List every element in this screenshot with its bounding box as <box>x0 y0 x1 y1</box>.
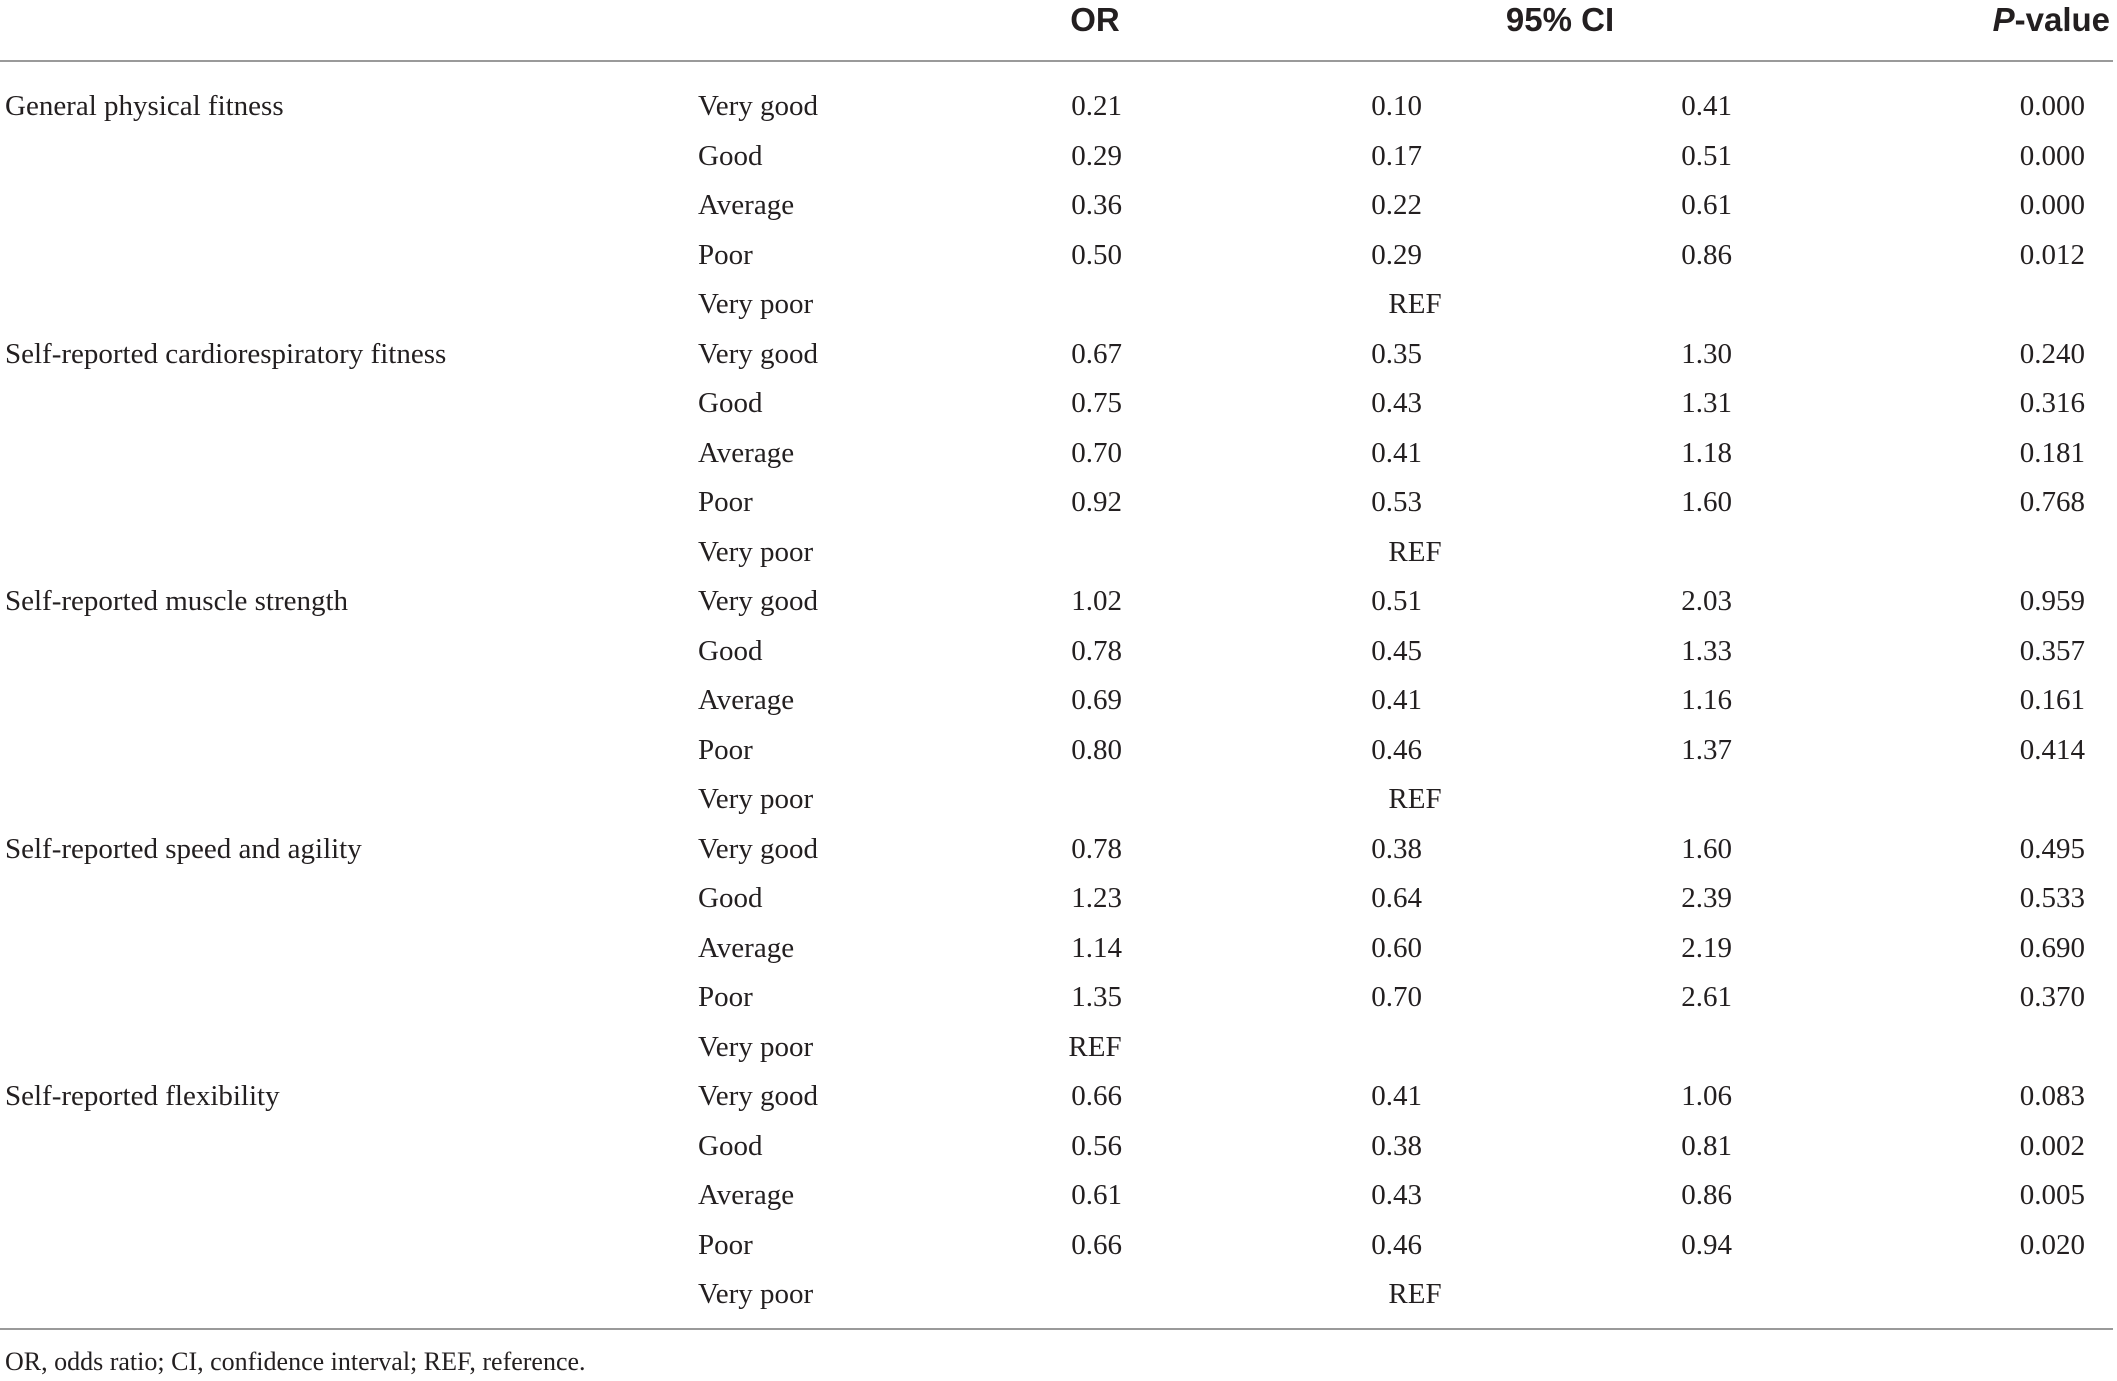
cell-level: Good <box>698 1129 763 1162</box>
cell-ci-low: 0.43 <box>1371 387 1422 419</box>
cell-ci-high: 0.86 <box>1681 238 1732 271</box>
cell-level: Average <box>698 684 795 716</box>
cell-p: 0.357 <box>2019 634 2085 667</box>
cell-p: 0.414 <box>2019 733 2085 766</box>
cell-ref: REF <box>1388 288 1442 320</box>
cell-ci-low: 0.46 <box>1371 1228 1422 1261</box>
cell-ci-low: 0.38 <box>1371 1129 1422 1162</box>
cell-p: 0.083 <box>2019 1080 2085 1112</box>
cell-or: 0.92 <box>1071 486 1122 518</box>
cell-ci-high: 1.16 <box>1681 684 1732 716</box>
header-p-value <box>1900 0 2110 42</box>
cell-or: 0.78 <box>1071 634 1122 667</box>
cell-or: 0.67 <box>1071 337 1122 370</box>
cell-ci-high: 1.31 <box>1681 387 1732 419</box>
cell-level: Poor <box>698 733 753 766</box>
cell-ci-high: 0.41 <box>1681 90 1732 122</box>
cell-or: 1.14 <box>1071 931 1122 964</box>
cell-p: 0.240 <box>2019 337 2085 370</box>
cell-or: 1.02 <box>1071 585 1122 617</box>
cell-or: 0.78 <box>1071 832 1122 865</box>
cell-or: 0.70 <box>1071 436 1122 469</box>
cell-p: 0.005 <box>2019 1179 2085 1211</box>
cell-p: 0.370 <box>2019 981 2085 1013</box>
cell-ci-low: 0.41 <box>1371 436 1422 469</box>
header-p-rest: -value <box>2014 1 2110 38</box>
cell-ci-low: 0.46 <box>1371 733 1422 766</box>
cell-p: 0.181 <box>2019 436 2085 469</box>
cell-ci-low: 0.53 <box>1371 486 1422 518</box>
cell-or: 0.66 <box>1071 1080 1122 1112</box>
cell-p: 0.000 <box>2019 189 2085 221</box>
cell-group: Self-reported flexibility <box>5 1080 280 1112</box>
cell-level: Very poor <box>698 1030 814 1063</box>
cell-ref: REF <box>1388 783 1442 815</box>
cell-or: 0.50 <box>1071 238 1122 271</box>
cell-p: 0.161 <box>2019 684 2085 716</box>
cell-ci-high: 2.19 <box>1681 931 1732 964</box>
table-footnote: OR, odds ratio; CI, confidence interval; REF, reference. <box>5 1347 586 1376</box>
cell-level: Very good <box>698 585 819 617</box>
cell-ci-low: 0.35 <box>1371 337 1422 370</box>
cell-level: Poor <box>698 238 753 271</box>
cell-or: 0.56 <box>1071 1129 1122 1162</box>
cell-level: Poor <box>698 981 753 1013</box>
cell-or: 0.29 <box>1071 139 1122 172</box>
cell-level: Average <box>698 931 795 964</box>
cell-level: Average <box>698 436 795 469</box>
cell-level: Good <box>698 387 763 419</box>
cell-or: 0.75 <box>1071 387 1122 419</box>
cell-ci-low: 0.51 <box>1371 585 1422 617</box>
cell-ci-low: 0.29 <box>1371 238 1422 271</box>
cell-p: 0.020 <box>2019 1228 2085 1261</box>
cell-ci-low: 0.17 <box>1371 139 1422 172</box>
cell-level: Very poor <box>698 1278 814 1310</box>
cell-ci-high: 2.03 <box>1681 585 1732 617</box>
cell-ci-high: 1.18 <box>1681 436 1732 469</box>
cell-p: 0.690 <box>2019 931 2085 964</box>
cell-ci-high: 1.60 <box>1681 486 1732 518</box>
cell-p: 0.959 <box>2019 585 2085 617</box>
cell-p: 0.000 <box>2019 90 2085 122</box>
cell-ci-high: 0.94 <box>1681 1228 1732 1261</box>
cell-level: Good <box>698 882 763 914</box>
cell-ci-low: 0.38 <box>1371 832 1422 865</box>
cell-ci-low: 0.45 <box>1371 634 1422 667</box>
cell-ci-high: 0.81 <box>1681 1129 1732 1162</box>
cell-level: Very good <box>698 832 819 865</box>
cell-p: 0.768 <box>2019 486 2085 518</box>
cell-level: Very good <box>698 337 819 370</box>
cell-ci-low: 0.70 <box>1371 981 1422 1013</box>
cell-ci-high: 0.51 <box>1681 139 1732 172</box>
cell-ci-high: 1.06 <box>1681 1080 1732 1112</box>
bottom-rule <box>0 1328 2113 1330</box>
cell-p: 0.533 <box>2019 882 2085 914</box>
cell-ci-high: 1.33 <box>1681 634 1732 667</box>
cell-or: 1.23 <box>1071 882 1122 914</box>
cell-ci-high: 1.60 <box>1681 832 1732 865</box>
cell-level: Very poor <box>698 288 814 320</box>
cell-p: 0.000 <box>2019 139 2085 172</box>
cell-ci-low: 0.41 <box>1371 684 1422 716</box>
cell-ci-high: 2.61 <box>1681 981 1732 1013</box>
cell-group: Self-reported cardiorespiratory fitness <box>5 337 447 370</box>
cell-level: Poor <box>698 1228 753 1261</box>
cell-level: Poor <box>698 486 753 518</box>
cell-ci-high: 2.39 <box>1681 882 1732 914</box>
cell-or: 0.69 <box>1071 684 1122 716</box>
cell-level: Good <box>698 139 763 172</box>
cell-level: Very good <box>698 90 819 122</box>
cell-level: Very poor <box>698 535 814 568</box>
cell-ref: REF <box>1388 1278 1442 1310</box>
cell-p: 0.495 <box>2019 832 2085 865</box>
cell-ci-low: 0.60 <box>1371 931 1422 964</box>
cell-or: 0.36 <box>1071 189 1122 221</box>
cell-p: 0.012 <box>2019 238 2085 271</box>
cell-ci-high: 0.61 <box>1681 189 1732 221</box>
cell-or: 0.66 <box>1071 1228 1122 1261</box>
cell-ci-high: 1.30 <box>1681 337 1732 370</box>
header-p-italic: P <box>1992 1 2015 38</box>
cell-ci-low: 0.22 <box>1371 189 1422 221</box>
header-ci: 95% CI <box>1505 1 1615 38</box>
cell-ci-high: 0.86 <box>1681 1179 1732 1211</box>
cell-level: Very good <box>698 1080 819 1112</box>
cell-level: Average <box>698 1179 795 1211</box>
cell-level: Average <box>698 189 795 221</box>
cell-group: Self-reported muscle strength <box>5 585 349 617</box>
cell-p: 0.316 <box>2019 387 2085 419</box>
cell-ref: REF <box>1388 535 1442 568</box>
cell-group: Self-reported speed and agility <box>5 832 362 865</box>
cell-level: Good <box>698 634 763 667</box>
cell-ci-high: 1.37 <box>1681 733 1732 766</box>
cell-ci-low: 0.41 <box>1371 1080 1422 1112</box>
cell-ci-low: 0.10 <box>1371 90 1422 122</box>
cell-group: General physical fitness <box>5 90 284 122</box>
cell-or: 0.80 <box>1071 733 1122 766</box>
header-rule <box>0 60 2113 62</box>
cell-ci-low: 0.64 <box>1371 882 1422 914</box>
cell-or: 0.21 <box>1071 90 1122 122</box>
cell-ref: REF <box>1068 1030 1122 1063</box>
cell-level: Very poor <box>698 783 814 815</box>
header-or: OR <box>1070 1 1120 38</box>
cell-p: 0.002 <box>2019 1129 2085 1162</box>
cell-ci-low: 0.43 <box>1371 1179 1422 1211</box>
cell-or: 1.35 <box>1071 981 1122 1013</box>
cell-or: 0.61 <box>1071 1179 1122 1211</box>
